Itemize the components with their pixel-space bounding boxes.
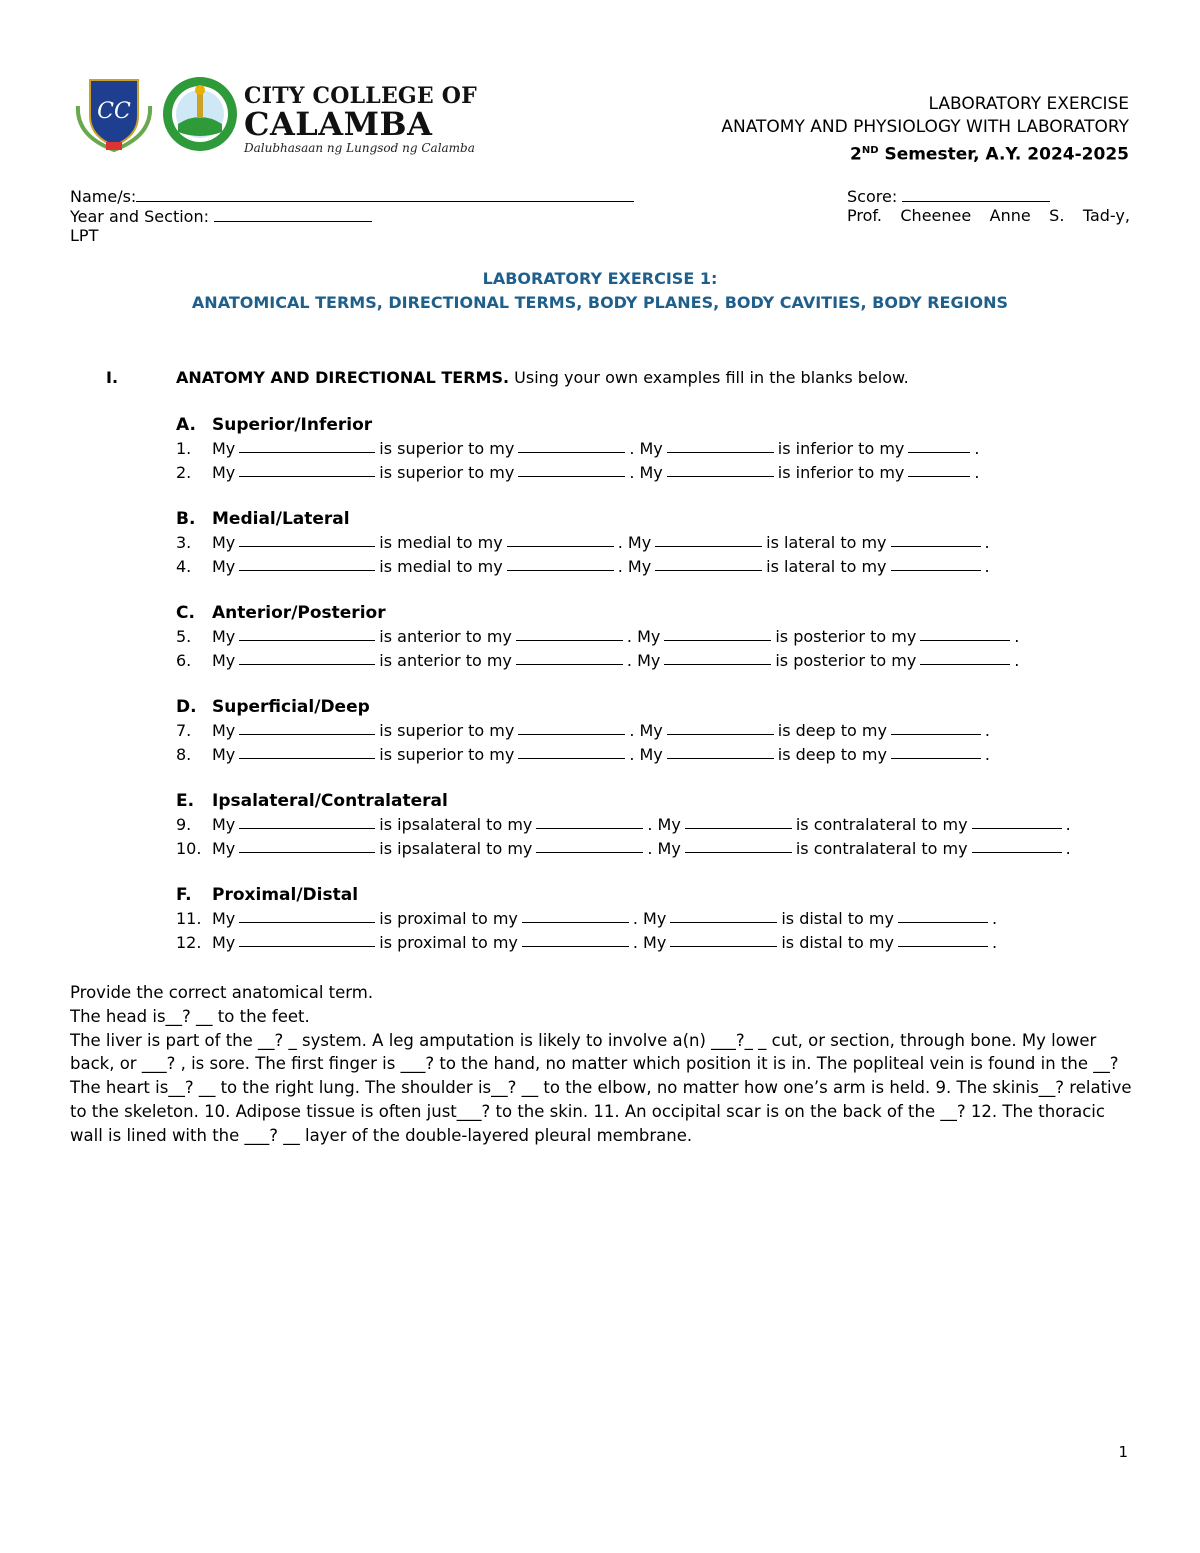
answer-blank[interactable]: [685, 837, 792, 853]
item-text: .: [1065, 839, 1071, 858]
item-number: 7.: [176, 721, 192, 740]
item-text: .: [984, 745, 991, 764]
answer-blank[interactable]: [670, 907, 777, 923]
item-text: is lateral to my: [766, 557, 887, 576]
header-right: [721, 93, 1129, 167]
item-text: My: [212, 839, 236, 858]
name-label: Name/s:: [70, 187, 137, 206]
group-heading: B. Medial/Lateral: [176, 509, 350, 529]
answer-blank[interactable]: [239, 931, 375, 947]
answer-blank[interactable]: [667, 437, 774, 453]
student-info: [70, 186, 1130, 246]
score-label: Score:: [847, 187, 903, 206]
item-number: 6.: [176, 651, 192, 670]
answer-blank[interactable]: [972, 837, 1062, 853]
answer-blank[interactable]: [239, 461, 375, 477]
paragraph-body: The liver is part of the __? _ system. A leg amputation is likely to involve a(n) ___?_ _ cut, or section, through bone. My lower back, or ___? , is sore. The first finger is ___? to the hand, no matter which position it is in. The popliteal vein is found in the __? The heart is__? __ to the right lung. The shoulder is__? __ to the elbow, no matter how one’s arm is held. 9. The skinis__? relative to the skeleton. 10. Adipose tissue is often just___? to the skin. 11. An occipital scar is on the back of the __? 12. The thoracic wall is lined with the ___? __ layer of the double-layered pleural membrane.: [70, 1030, 1132, 1145]
item-text: is proximal to my: [379, 909, 518, 928]
item-text: . My: [629, 745, 663, 764]
item-text: is anterior to my: [379, 651, 512, 670]
item-text: .: [1014, 627, 1020, 646]
name-blank[interactable]: [136, 186, 634, 202]
answer-blank[interactable]: [522, 931, 629, 947]
answer-blank[interactable]: [239, 813, 375, 829]
exercise-item: [176, 837, 1136, 861]
answer-blank[interactable]: [536, 813, 643, 829]
exercise-item: [176, 931, 1136, 955]
college-name-line2: CALAMBA: [244, 105, 433, 143]
answer-blank[interactable]: [891, 555, 981, 571]
exercise-group: [176, 695, 1136, 767]
page-number: 1: [1118, 1443, 1128, 1461]
answer-blank[interactable]: [920, 649, 1010, 665]
answer-blank[interactable]: [507, 555, 614, 571]
exercise-item: [176, 813, 1136, 837]
item-text: . My: [629, 721, 663, 740]
item-text: . My: [629, 439, 663, 458]
answer-blank[interactable]: [655, 555, 762, 571]
group-heading: A. Superior/Inferior: [176, 415, 373, 435]
answer-blank[interactable]: [239, 437, 375, 453]
answer-blank[interactable]: [518, 743, 625, 759]
item-text: My: [212, 439, 236, 458]
exercise-item: [176, 649, 1136, 673]
answer-blank[interactable]: [239, 907, 375, 923]
answer-blank[interactable]: [920, 625, 1010, 641]
group-heading: F. Proximal/Distal: [176, 885, 359, 905]
exercise-item: [176, 719, 1136, 743]
answer-blank[interactable]: [522, 907, 629, 923]
paragraph-intro: Provide the correct anatomical term.: [70, 983, 374, 1002]
item-text: .: [974, 439, 980, 458]
item-text: is posterior to my: [775, 651, 917, 670]
college-seal-logo: [162, 74, 238, 154]
item-text: is distal to my: [781, 933, 894, 952]
item-text: My: [212, 533, 236, 552]
item-text: . My: [647, 839, 681, 858]
item-text: . My: [626, 627, 661, 646]
item-text: is distal to my: [781, 909, 894, 928]
item-text: My: [212, 933, 236, 952]
answer-blank[interactable]: [667, 719, 774, 735]
exercise-groups: [176, 413, 1136, 977]
header-semester: 2ND Semester, A.Y. 2024-2025: [850, 144, 1129, 165]
anatomical-term-paragraph: [70, 981, 1132, 1148]
item-text: .: [984, 533, 990, 552]
group-heading: E. Ipsalateral/Contralateral: [176, 791, 448, 811]
item-text: is superior to my: [379, 721, 515, 740]
answer-blank[interactable]: [908, 437, 970, 453]
year-section-label: Year and Section:: [70, 207, 215, 226]
item-number: 1.: [176, 439, 192, 458]
answer-blank[interactable]: [518, 719, 625, 735]
answer-blank[interactable]: [518, 437, 625, 453]
answer-blank[interactable]: [239, 649, 375, 665]
answer-blank[interactable]: [516, 625, 623, 641]
item-text: My: [212, 627, 236, 646]
item-text: My: [212, 909, 236, 928]
answer-blank[interactable]: [898, 907, 988, 923]
answer-blank[interactable]: [664, 625, 771, 641]
item-text: is deep to my: [777, 745, 887, 764]
group-heading: C. Anterior/Posterior: [176, 603, 386, 623]
answer-blank[interactable]: [685, 813, 792, 829]
item-number: 8.: [176, 745, 192, 764]
exercise-item: [176, 461, 1136, 485]
answer-blank[interactable]: [898, 931, 988, 947]
item-text: My: [212, 651, 236, 670]
item-text: .: [984, 557, 990, 576]
answer-blank[interactable]: [507, 531, 614, 547]
exercise-item: [176, 743, 1136, 767]
answer-blank[interactable]: [239, 555, 375, 571]
item-number: 12.: [176, 933, 202, 952]
item-text: is inferior to my: [777, 439, 905, 458]
answer-blank[interactable]: [536, 837, 643, 853]
answer-blank[interactable]: [908, 461, 970, 477]
exercise-group: [176, 789, 1136, 861]
answer-blank[interactable]: [664, 649, 771, 665]
item-text: My: [212, 557, 236, 576]
item-text: is contralateral to my: [795, 839, 968, 858]
item-text: My: [212, 815, 236, 834]
answer-blank[interactable]: [891, 743, 981, 759]
score-blank[interactable]: [902, 186, 1050, 202]
item-text: My: [212, 463, 236, 482]
item-text: .: [1065, 815, 1071, 834]
item-text: My: [212, 745, 236, 764]
exercise-item: [176, 907, 1136, 931]
exercise-group: [176, 413, 1136, 485]
paragraph-line2: The head is__? __ to the feet.: [70, 1006, 310, 1026]
college-name: [244, 84, 504, 156]
answer-blank[interactable]: [891, 719, 981, 735]
year-section-blank[interactable]: [214, 206, 372, 222]
item-text: . My: [617, 533, 652, 552]
item-text: My: [212, 721, 236, 740]
answer-blank[interactable]: [239, 837, 375, 853]
answer-blank[interactable]: [667, 461, 774, 477]
section-heading: I. ANATOMY AND DIRECTIONAL TERMS. Using your own examples fill in the blanks below.: [106, 368, 909, 387]
item-number: 3.: [176, 533, 192, 552]
item-text: .: [991, 933, 998, 952]
answer-blank[interactable]: [670, 931, 777, 947]
section-instruction: Using your own examples fill in the blanks below.: [509, 368, 909, 387]
svg-text:CC: CC: [97, 99, 131, 124]
exercise-group: [176, 601, 1136, 673]
college-shield-logo: [74, 76, 154, 152]
answer-blank[interactable]: [516, 649, 623, 665]
item-text: is medial to my: [379, 533, 503, 552]
item-text: . My: [647, 815, 681, 834]
answer-blank[interactable]: [239, 531, 375, 547]
group-heading: D. Superficial/Deep: [176, 697, 370, 717]
item-text: is superior to my: [379, 463, 515, 482]
item-text: . My: [632, 933, 667, 952]
item-text: . My: [617, 557, 652, 576]
item-text: is lateral to my: [766, 533, 887, 552]
item-text: is ipsalateral to my: [379, 839, 533, 858]
item-text: .: [991, 909, 998, 928]
header-exercise-label: LABORATORY EXERCISE: [928, 94, 1129, 114]
answer-blank[interactable]: [518, 461, 625, 477]
header-course-title: ANATOMY AND PHYSIOLOGY WITH LABORATORY: [721, 117, 1129, 137]
item-number: 9.: [176, 815, 192, 834]
answer-blank[interactable]: [239, 719, 375, 735]
answer-blank[interactable]: [239, 743, 375, 759]
item-number: 10.: [176, 839, 202, 858]
item-number: 5.: [176, 627, 192, 646]
exercise-item: [176, 437, 1136, 461]
item-text: is posterior to my: [775, 627, 917, 646]
answer-blank[interactable]: [891, 531, 981, 547]
item-text: is proximal to my: [379, 933, 518, 952]
professor-credential: LPT: [70, 226, 99, 245]
exercise-title-line2: ANATOMICAL TERMS, DIRECTIONAL TERMS, BODY PLANES, BODY CAVITIES, BODY REGIONS: [191, 293, 1009, 312]
item-text: . My: [632, 909, 667, 928]
college-name-line1: CITY COLLEGE OF: [244, 83, 477, 109]
answer-blank[interactable]: [655, 531, 762, 547]
item-text: is ipsalateral to my: [379, 815, 533, 834]
section-title: ANATOMY AND DIRECTIONAL TERMS.: [176, 368, 510, 387]
item-text: .: [984, 721, 991, 740]
item-text: is medial to my: [379, 557, 503, 576]
exercise-group: [176, 883, 1136, 955]
item-text: is inferior to my: [777, 463, 905, 482]
item-text: is contralateral to my: [795, 815, 968, 834]
answer-blank[interactable]: [667, 743, 774, 759]
item-text: . My: [626, 651, 661, 670]
item-text: .: [974, 463, 980, 482]
item-number: 11.: [176, 909, 202, 928]
item-text: is superior to my: [379, 439, 515, 458]
item-number: 4.: [176, 557, 192, 576]
exercise-item: [176, 555, 1136, 579]
college-tagline: Dalubhasaan ng Lungsod ng Calamba: [244, 141, 475, 155]
exercise-item: [176, 625, 1136, 649]
exercise-item: [176, 531, 1136, 555]
exercise-title: [0, 267, 1200, 315]
professor-name: Prof. Cheenee Anne S. Tad-y,: [847, 206, 1130, 225]
item-text: . My: [629, 463, 663, 482]
item-text: is anterior to my: [379, 627, 512, 646]
answer-blank[interactable]: [239, 625, 375, 641]
exercise-title-line1: LABORATORY EXERCISE 1:: [482, 269, 718, 288]
item-text: is deep to my: [777, 721, 887, 740]
answer-blank[interactable]: [972, 813, 1062, 829]
item-text: .: [1014, 651, 1020, 670]
item-text: is superior to my: [379, 745, 515, 764]
exercise-group: [176, 507, 1136, 579]
item-number: 2.: [176, 463, 192, 482]
